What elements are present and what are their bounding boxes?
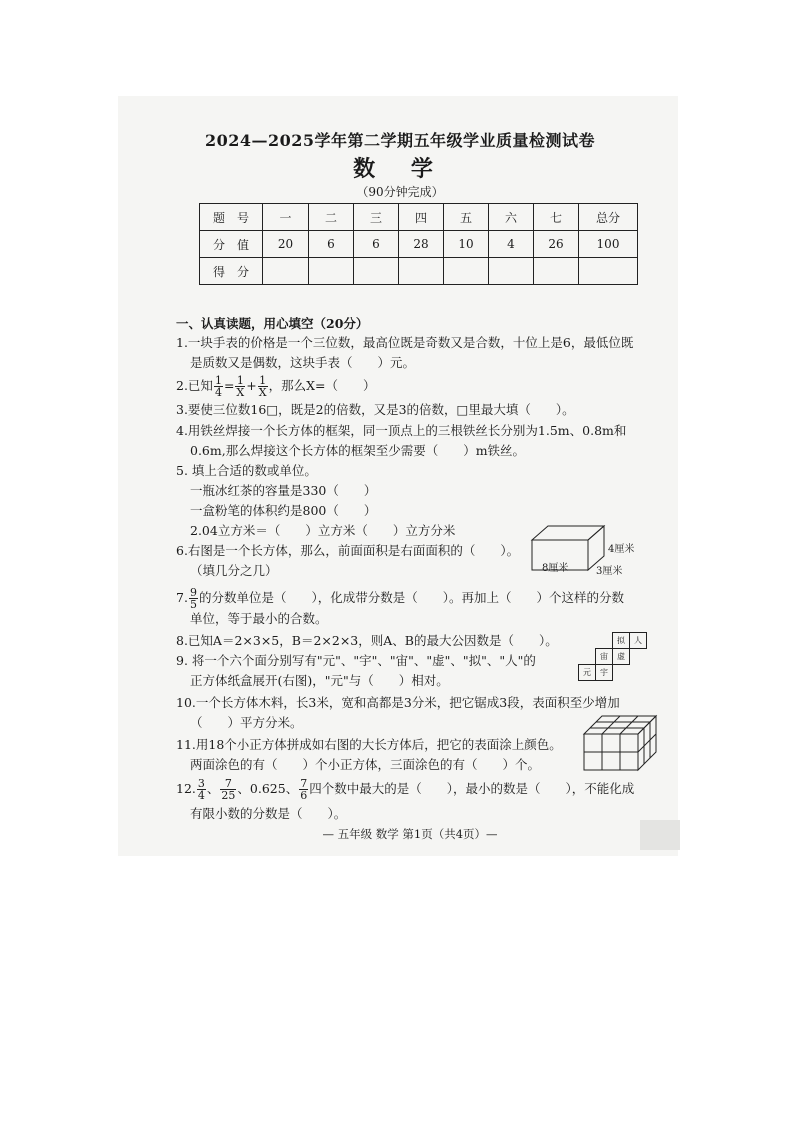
score-entry-cell[interactable] — [444, 258, 489, 285]
score-entry-cell[interactable] — [354, 258, 399, 285]
question-5: 5. 填上合适的数或单位。 — [176, 463, 317, 478]
numerator: 7 — [220, 778, 236, 790]
question-6-line-1: 6.右图是一个长方体，那么，前面面积是右面面积的（ ）。 — [176, 543, 520, 558]
question-11-line-2: 两面涂色的有（ ）个小正方体，三面涂色的有（ ）个。 — [190, 757, 541, 772]
numerator: 1 — [236, 374, 244, 387]
net-cell: 拟 — [612, 632, 630, 649]
net-row — [578, 664, 613, 681]
table-cell: 28 — [399, 231, 444, 258]
scan-shadow — [640, 820, 680, 850]
duration-note: （90分钟完成） — [356, 185, 444, 199]
question-4-line-2: 0.6m,那么焊接这个长方体的框架至少需要（ ）m铁丝。 — [190, 443, 526, 458]
cuboid-width-label: 3厘米 — [596, 566, 623, 577]
question-6-line-2: （填几分之几） — [190, 563, 278, 578]
question-1-line-2: 是质数又是偶数，这块手表（ ）元。 — [190, 355, 416, 370]
denominator: 4 — [197, 789, 205, 802]
table-cell: 6 — [354, 231, 399, 258]
denominator: 6 — [300, 789, 308, 802]
denominator: 4 — [214, 386, 222, 399]
cuboid-length-label: 8厘米 — [542, 563, 569, 574]
question-3: 3.要使三位数16□，既是2的倍数，又是3的倍数，□里最大填（ ）。 — [176, 402, 575, 417]
table-cell: 20 — [263, 231, 309, 258]
numerator: 1 — [259, 374, 267, 387]
table-cell: 6 — [309, 231, 354, 258]
table-cell: 得 分 — [200, 258, 263, 285]
table-cell: 六 — [489, 204, 534, 231]
net-cell: 人 — [630, 632, 647, 649]
question-5-item-c: 2.04立方米＝（ ）立方米（ ）立方分米 — [190, 523, 456, 538]
question-7-prefix: 7. — [176, 590, 188, 605]
numerator: 9 — [189, 586, 197, 599]
question-10-line-1: 10.一个长方体木料，长3米，宽和高都是3分米，把它锯成3段，表面积至少增加 — [176, 695, 620, 710]
table-cell: 10 — [444, 231, 489, 258]
score-table — [199, 203, 638, 285]
net-row — [612, 632, 647, 649]
table-cell: 四 — [399, 204, 444, 231]
question-12-mid: 、0.625、 — [237, 781, 299, 796]
table-cell: 七 — [534, 204, 579, 231]
question-11-line-1: 11.用18个小正方体拼成如右图的大长方体后，把它的表面涂上颜色。 — [176, 737, 562, 752]
question-7-line-2: 单位，等于最小的合数。 — [190, 611, 328, 626]
question-2-prefix: 2.已知 — [176, 378, 213, 393]
numerator: 3 — [197, 777, 205, 790]
numerator: 7 — [300, 777, 308, 790]
section-heading: 一、认真读题，用心填空（20分） — [176, 316, 369, 331]
cuboid-height-label: 4厘米 — [608, 544, 635, 555]
fraction — [220, 778, 236, 801]
question-4-line-1: 4.用铁丝焊接一个长方体的框架，同一顶点上的三根铁丝长分别为1.5m、0.8m和 — [176, 423, 627, 438]
denominator: 5 — [189, 598, 197, 611]
fraction — [197, 778, 206, 801]
question-7-text: 的分数单位是（ ），化成带分数是（ ）。再加上（ ）个这样的分数 — [198, 590, 624, 605]
score-entry-cell[interactable] — [399, 258, 444, 285]
denominator: 25 — [221, 789, 236, 802]
net-row — [595, 648, 630, 665]
question-12-line-2: 有限小数的分数是（ ）。 — [190, 806, 347, 821]
question-12-prefix: 12. — [176, 781, 196, 796]
table-cell: 总分 — [579, 204, 638, 231]
question-2-suffix: ，那么X=（ ） — [268, 378, 376, 393]
question-8: 8.已知A＝2×3×5，B＝2×2×3，则A、B的最大公因数是（ ）。 — [176, 633, 558, 648]
table-cell: 一 — [263, 204, 309, 231]
denominator: X — [236, 386, 245, 399]
question-5-item-a: 一瓶冰红茶的容量是330（ ） — [190, 483, 377, 498]
table-cell: 二 — [309, 204, 354, 231]
score-entry-cell[interactable] — [579, 258, 638, 285]
table-cell: 三 — [354, 204, 399, 231]
table-cell: 分 值 — [200, 231, 263, 258]
score-entry-cell[interactable] — [534, 258, 579, 285]
score-entry-cell[interactable] — [263, 258, 309, 285]
net-cell: 宙 — [595, 648, 613, 665]
score-table-header-row — [200, 204, 638, 231]
question-9-line-2: 正方体纸盒展开(右图)，"元"与（ ）相对。 — [190, 673, 449, 688]
exam-title: 2024—2025学年第二学期五年级学业质量检测试卷 — [204, 131, 596, 150]
score-table-value-row — [200, 231, 638, 258]
score-entry-cell[interactable] — [489, 258, 534, 285]
net-cell: 元 — [578, 664, 596, 681]
question-10-line-2: （ ）平方分米。 — [190, 715, 303, 730]
cube-stack-figure — [582, 712, 660, 774]
table-cell: 26 — [534, 231, 579, 258]
table-cell: 100 — [579, 231, 638, 258]
question-9-line-1: 9. 将一个六个面分别写有"元"、"宇"、"宙"、"虚"、"拟"、"人"的 — [176, 653, 536, 668]
fraction — [214, 375, 223, 398]
net-cell: 虚 — [613, 648, 630, 665]
table-cell: 题 号 — [200, 204, 263, 231]
question-12-text: 四个数中最大的是（ ），最小的数是（ ），不能化成 — [309, 781, 635, 796]
score-table-score-row — [200, 258, 638, 285]
question-2: 2.已知 $\frac{1}{4}$ = $\frac{1}{X}$ + $\frac{1}{X}$ ，那么X=（ ） — [176, 374, 376, 399]
net-cell: 宇 — [596, 664, 613, 681]
fraction — [235, 375, 245, 398]
question-1-line-1: 1.一块手表的价格是一个三位数，最高位既是奇数又是合数，十位上是6，最低位既 — [176, 335, 634, 350]
fraction — [189, 587, 198, 610]
score-entry-cell[interactable] — [309, 258, 354, 285]
fraction — [299, 778, 308, 801]
table-cell: 4 — [489, 231, 534, 258]
subject-title: 数 学 — [353, 156, 447, 182]
denominator: X — [258, 386, 267, 399]
fraction — [258, 375, 268, 398]
numerator: 1 — [214, 374, 222, 387]
question-12-line-1: 12. $\frac{3}{4}$ 、 $\frac{7}{25}$ 、0.625、 $\frac{7}{6}$ 四个数中最大的是（ ），最小的数是（ ），不能化成 — [176, 777, 635, 802]
question-7-line-1 — [176, 587, 624, 610]
question-5-item-b: 一盒粉笔的体积约是800（ ） — [190, 503, 377, 518]
page-footer: — 五年级 数学 第1页（共4页）— — [322, 827, 498, 841]
table-cell: 五 — [444, 204, 489, 231]
